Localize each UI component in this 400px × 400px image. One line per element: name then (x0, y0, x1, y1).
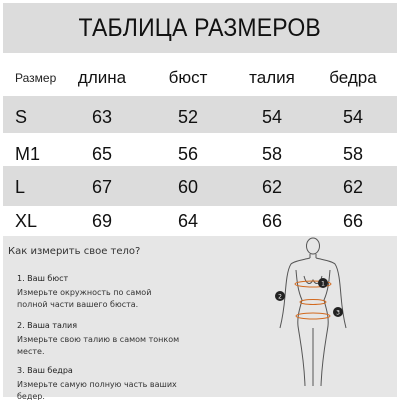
measure-desc-hips: Измерьте самую полную часть ваших бедер. (17, 380, 177, 400)
hips-value: 58 (342, 144, 364, 164)
hips-value: 62 (342, 177, 364, 197)
length-value: 65 (91, 144, 113, 164)
waist-value: 54 (261, 107, 283, 127)
header-size: Размер (15, 70, 57, 85)
size-label: M1 (15, 144, 41, 164)
bust-value: 52 (177, 107, 199, 127)
measure-item-bust: 1. Ваш бюст (17, 274, 69, 283)
size-label: L (15, 177, 26, 197)
length-value: 63 (91, 107, 113, 127)
waist-value: 62 (261, 177, 283, 197)
length-value: 67 (91, 177, 113, 197)
length-value: 69 (91, 210, 113, 231)
size-label: XL (15, 210, 38, 231)
hips-value: 54 (342, 107, 364, 127)
measure-desc-bust: Измерьте окружность по самой полной части вашего бюста. (17, 288, 152, 309)
marker-label-1: 1 (321, 280, 325, 288)
hips-value: 66 (342, 210, 364, 231)
title-band (3, 3, 397, 53)
measure-desc-waist: Измерьте свою талию в самом тонком месте. (17, 335, 180, 356)
measure-question: Как измерить свое тело? (8, 246, 141, 257)
body-figure-icon (258, 236, 368, 397)
bust-value: 56 (177, 144, 199, 164)
table-row (3, 206, 397, 236)
marker-label-3: 3 (336, 309, 340, 317)
table-header-row (3, 56, 397, 99)
bust-value: 60 (177, 177, 199, 197)
waist-value: 66 (261, 210, 283, 231)
page-title: ТАБЛИЦА РАЗМЕРОВ (78, 13, 322, 42)
size-label: S (15, 107, 28, 127)
marker-label-2: 2 (278, 293, 282, 301)
header-waist: талия (249, 67, 295, 87)
measurement-guide (3, 236, 397, 400)
header-length: длина (77, 67, 127, 87)
waist-value: 58 (261, 144, 283, 164)
header-bust: бюст (168, 67, 208, 87)
measure-item-waist: 2. Ваша талия (17, 321, 78, 330)
bust-value: 64 (177, 210, 199, 231)
table-row (3, 166, 397, 209)
header-hips: бедра (329, 67, 377, 87)
measure-item-hips: 3. Ваш бедра (17, 366, 73, 375)
